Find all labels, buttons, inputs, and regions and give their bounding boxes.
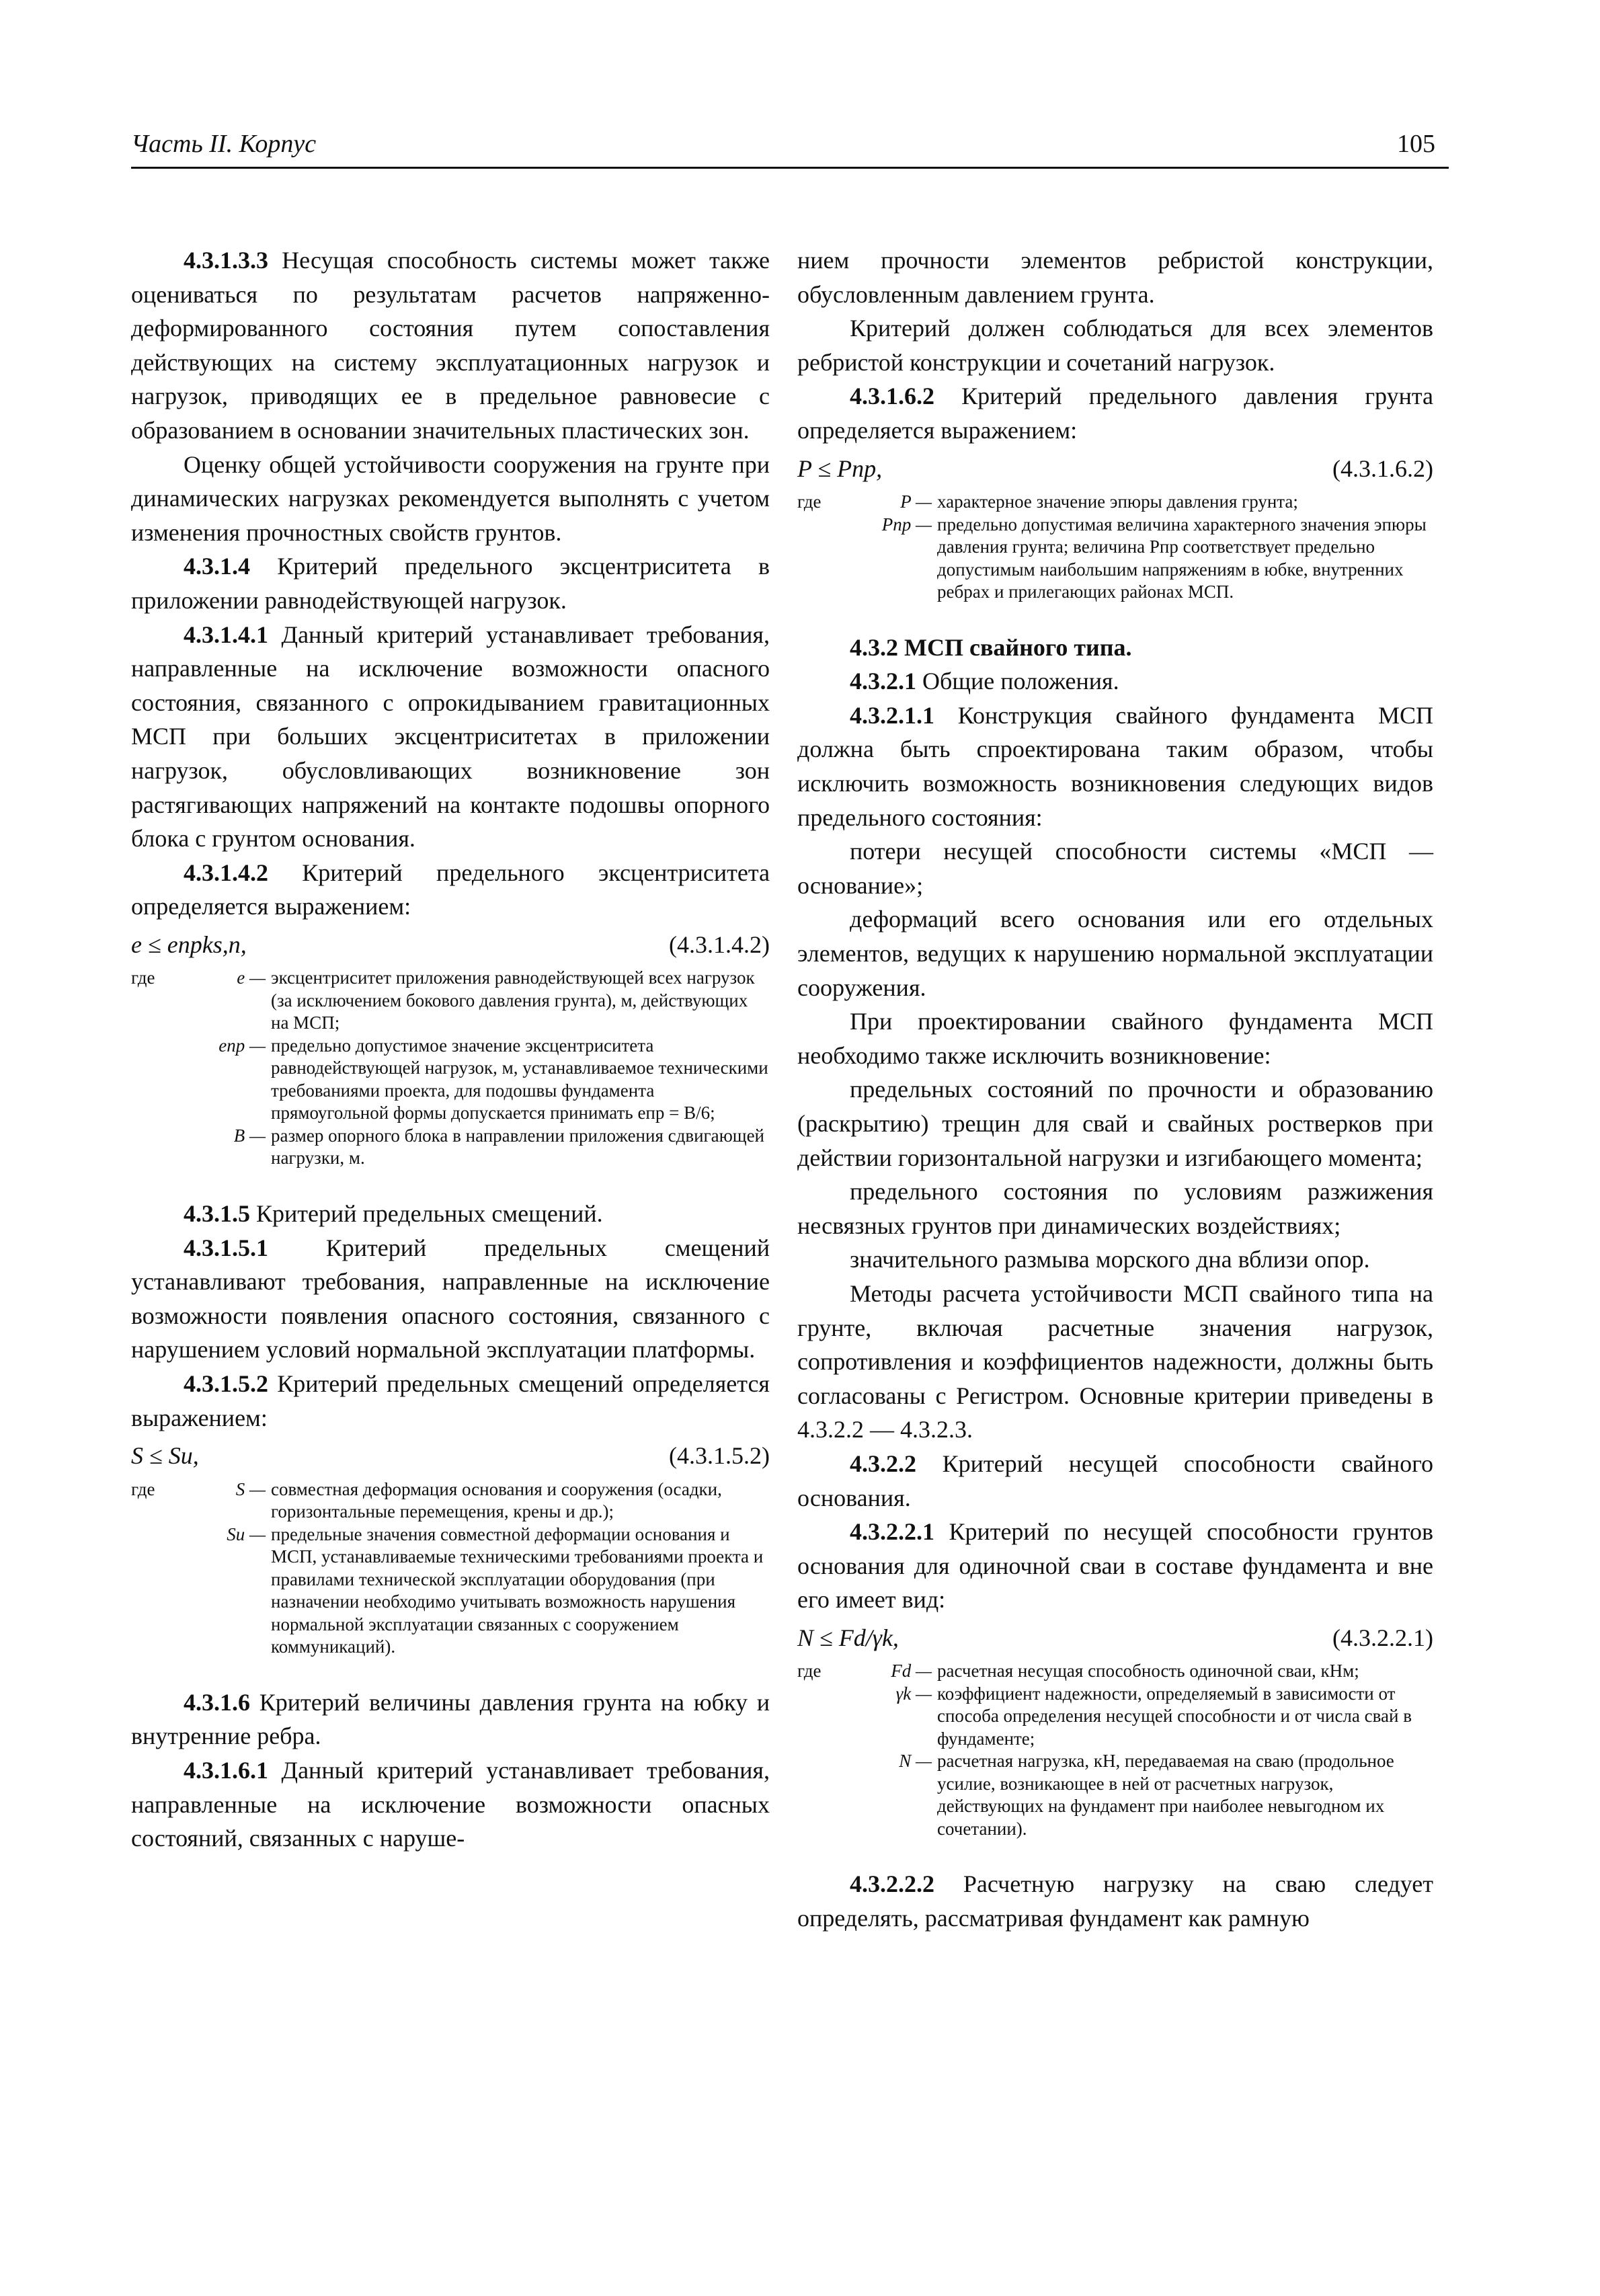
formula-expression: P ≤ Pпр, [797,454,883,482]
clause-number: 4.3.1.5.1 [184,1234,268,1261]
clause-number: 4.3.2.1.1 [850,701,934,729]
formula-definitions [131,967,770,1170]
definition-text: коэффициент надежности, определяемый в зависимости от способа определения несущей способности и от числа свай в фундаменте; [937,1683,1412,1749]
paragraph [131,1686,770,1753]
paragraph [131,1231,770,1367]
definition-text: размер опорного блока в направлении приложения сдвигающей нагрузки, м. [271,1125,764,1169]
running-header [131,129,1449,169]
paragraph-text: Критерий предельных смещений определяется выражением: [131,1370,770,1431]
paragraph [797,664,1433,699]
where-label: где [797,1661,822,1681]
paragraph-text: Несущая способность системы может также оцениваться по результатам расчетов напряженно-деформированного состояния путем сопоставления действующих на систему эксплуатационных нагрузок и нагрузок, приводящих ее в предельное равновесие с образованием в основании значительных пластических зон. [131,247,770,444]
paragraph-text: Критерий несущей способности свайного основания. [797,1450,1433,1511]
formula-number: (4.3.1.4.2) [669,931,770,958]
paragraph: Оценку общей устойчивости сооружения на грунте при динамических нагрузках рекомендуется выполнять с учетом изменения прочностных свойств грунтов. [131,450,770,546]
definition-symbol: N — [899,1751,932,1772]
definition-symbol: Su — [227,1523,266,1544]
list-item: значительного размыва морского дна вблизи опор. [850,1246,1370,1273]
paragraph [797,379,1433,447]
formula-number: (4.3.1.6.2) [1332,454,1433,482]
paragraph-text: Данный критерий устанавливает требования, направленные на исключение возможности опасных состояний, связанных с наруше- [131,1756,770,1852]
paragraph: нием прочности элементов ребристой конструкции, обусловленным давлением грунта. [797,247,1433,308]
paragraph-text: Критерий предельных смещений. [250,1199,603,1227]
paragraph: Критерий должен соблюдаться для всех элементов ребристой конструкции и сочетаний нагрузок. [797,315,1433,376]
paragraph [131,243,770,448]
definition-symbol: B — [233,1125,266,1146]
paragraph-text: Данный критерий устанавливает требования, направленные на исключение возможности опасного состояния, связанного с опрокидыванием гравитационных МСП при больших эксцентриситетах в приложении нагрузок, обусловливающих возникновение зон растягивающих напряжений на контакте подошвы опорного блока с грунтом основания. [131,621,770,853]
clause-number: 4.3.1.5 [184,1199,250,1227]
formula-expression: e ≤ eпрks,n, [131,931,247,958]
definition-symbol: P — [900,491,932,512]
formula-definitions [797,1660,1433,1840]
clause-number: 4.3.2.2.2 [850,1870,934,1898]
paragraph [131,1753,770,1856]
paragraph [131,1367,770,1435]
list-item: деформаций всего основания или его отдельных элементов, ведущих к нарушению нормальной эксплуатации сооружения. [797,906,1433,1001]
paragraph-text: Конструкция свайного фундамента МСП должна быть спроектирована таким образом, чтобы исключить возможность возникновения следующих видов предельного состояния: [797,701,1433,831]
clause-number: 4.3.1.6.2 [850,383,934,410]
formula-soil-pressure [797,452,1433,486]
paragraph [131,618,770,856]
left-column [131,243,770,1856]
formula-number: (4.3.2.2.1) [1332,1624,1433,1651]
definition-text: расчетная нагрузка, кН, передаваемая на сваю (продольное усилие, возникающее в ней от расчетных нагрузок, действующих на фундамент при наиболее невыгодном их сочетании). [937,1751,1394,1839]
right-column [797,243,1433,1936]
clause-number: 4.3.1.4.2 [184,859,268,886]
paragraph-text: Критерий предельного давления грунта определяется выражением: [797,383,1433,444]
formula-eccentricity [131,928,770,962]
definition-text: эксцентриситет приложения равнодействующей всех нагрузок (за исключением бокового давления грунта), м, действующих на МСП; [271,967,755,1033]
header-title: Часть II. Корпус [131,130,317,158]
formula-expression: N ≤ Fd/γk, [797,1624,899,1651]
definition-symbol: S — [235,1478,266,1499]
paragraph-text: Критерий предельного эксцентриситета определяется выражением: [131,859,770,920]
definition-text: предельно допустимая величина характерного значения эпюры давления грунта; величина Pпр соответствует предельно допустимым наибольшим напряжениям в юбке, внутренних ребрах и прилегающих районах МСП. [937,514,1427,602]
paragraph-text: Общие положения. [916,668,1119,695]
formula-expression: S ≤ Su, [131,1442,199,1470]
list-item: предельных состояний по прочности и образованию (раскрытию) трещин для свай и свайных ростверков при действии горизонтальной нагрузки и изгибающего момента; [797,1076,1433,1171]
definition-symbol: γk — [895,1683,932,1704]
clause-number: 4.3.2.2.1 [850,1518,934,1546]
paragraph-text: Расчетную нагрузку на сваю следует определять, рассматривая фундамент как рамную [797,1870,1433,1932]
definition-symbol: Pпр — [881,514,932,535]
paragraph [797,1515,1433,1617]
clause-number: 4.3.1.5.2 [184,1370,268,1397]
paragraph: Методы расчета устойчивости МСП свайного типа на грунте, включая расчетные значения нагрузок, сопротивления и коэффициентов надежности, должны быть согласованы с Регистром. Основные критерии приведены в 4.3.2.2 — 4.3.2.3. [797,1279,1433,1443]
list-item: потери несущей способности системы «МСП — основание»; [797,838,1433,899]
list-item: предельного состояния по условиям разжижения несвязных грунтов при динамических воздействиях; [797,1178,1433,1239]
definition-text: расчетная несущая способность одиночной сваи, кНм; [937,1661,1359,1681]
formula-definitions [131,1478,770,1659]
paragraph [797,1867,1433,1935]
where-label: где [797,491,822,512]
paragraph [797,699,1433,834]
page-number: 105 [1397,130,1435,158]
definition-text: характерное значение эпюры давления грунта; [937,491,1298,512]
clause-number: 4.3.1.6.1 [184,1756,268,1784]
clause-number: 4.3.2.1 [850,668,916,695]
clause-number: 4.3.2.2 [850,1450,916,1477]
clause-number: 4.3.1.4 [184,553,250,580]
where-label: где [131,967,155,988]
paragraph [131,856,770,924]
definition-text: совместная деформация основания и сооружения (осадки, горизонтальные перемещения, крены и др.); [271,1478,722,1522]
clause-number: 4.3.1.6 [184,1688,250,1716]
definition-symbol: e — [237,967,266,988]
paragraph-text: Критерий величины давления грунта на юбку и внутренние ребра. [131,1688,770,1750]
paragraph [797,1447,1433,1515]
definition-text: предельные значения совместной деформации основания и МСП, устанавливаемые техническими требованиями проекта и правилами технической эксплуатации оборудования (при назначении необходимо учитывать возможность нарушения нормальной эксплуатации связанных с сооружением коммуникаций). [271,1523,764,1657]
paragraph [131,549,770,617]
where-label: где [131,1478,155,1499]
formula-pile-capacity [797,1621,1433,1655]
paragraph [131,1197,770,1231]
paragraph-text: Критерий предельных смещений устанавливают требования, направленные на исключение возможности появления опасного состояния, связанного с нарушением условий нормальной эксплуатации платформы. [131,1234,770,1363]
paragraph-text: Критерий по несущей способности грунтов основания для одиночной сваи в составе фундамента и вне его имеет вид: [797,1518,1433,1614]
formula-definitions [797,491,1433,604]
definition-symbol: eпр — [218,1035,266,1056]
formula-number: (4.3.1.5.2) [669,1442,770,1470]
clause-number: 4.3.1.3.3 [184,247,268,274]
definition-symbol: Fd — [891,1661,932,1681]
formula-displacement [131,1439,770,1473]
section-heading: 4.3.2 МСП свайного типа. [850,633,1132,661]
paragraph: При проектировании свайного фундамента МСП необходимо также исключить возникновение: [797,1008,1433,1069]
definition-text: предельно допустимое значение эксцентриситета равнодействующей нагрузок, м, устанавливаемое техническими требованиями проекта, для подошвы фундамента прямоугольной формы допускается принимать eпр = B/6; [271,1035,768,1123]
paragraph-text: Критерий предельного эксцентриситета в приложении равнодействующей нагрузок. [131,553,770,614]
clause-number: 4.3.1.4.1 [184,621,268,648]
